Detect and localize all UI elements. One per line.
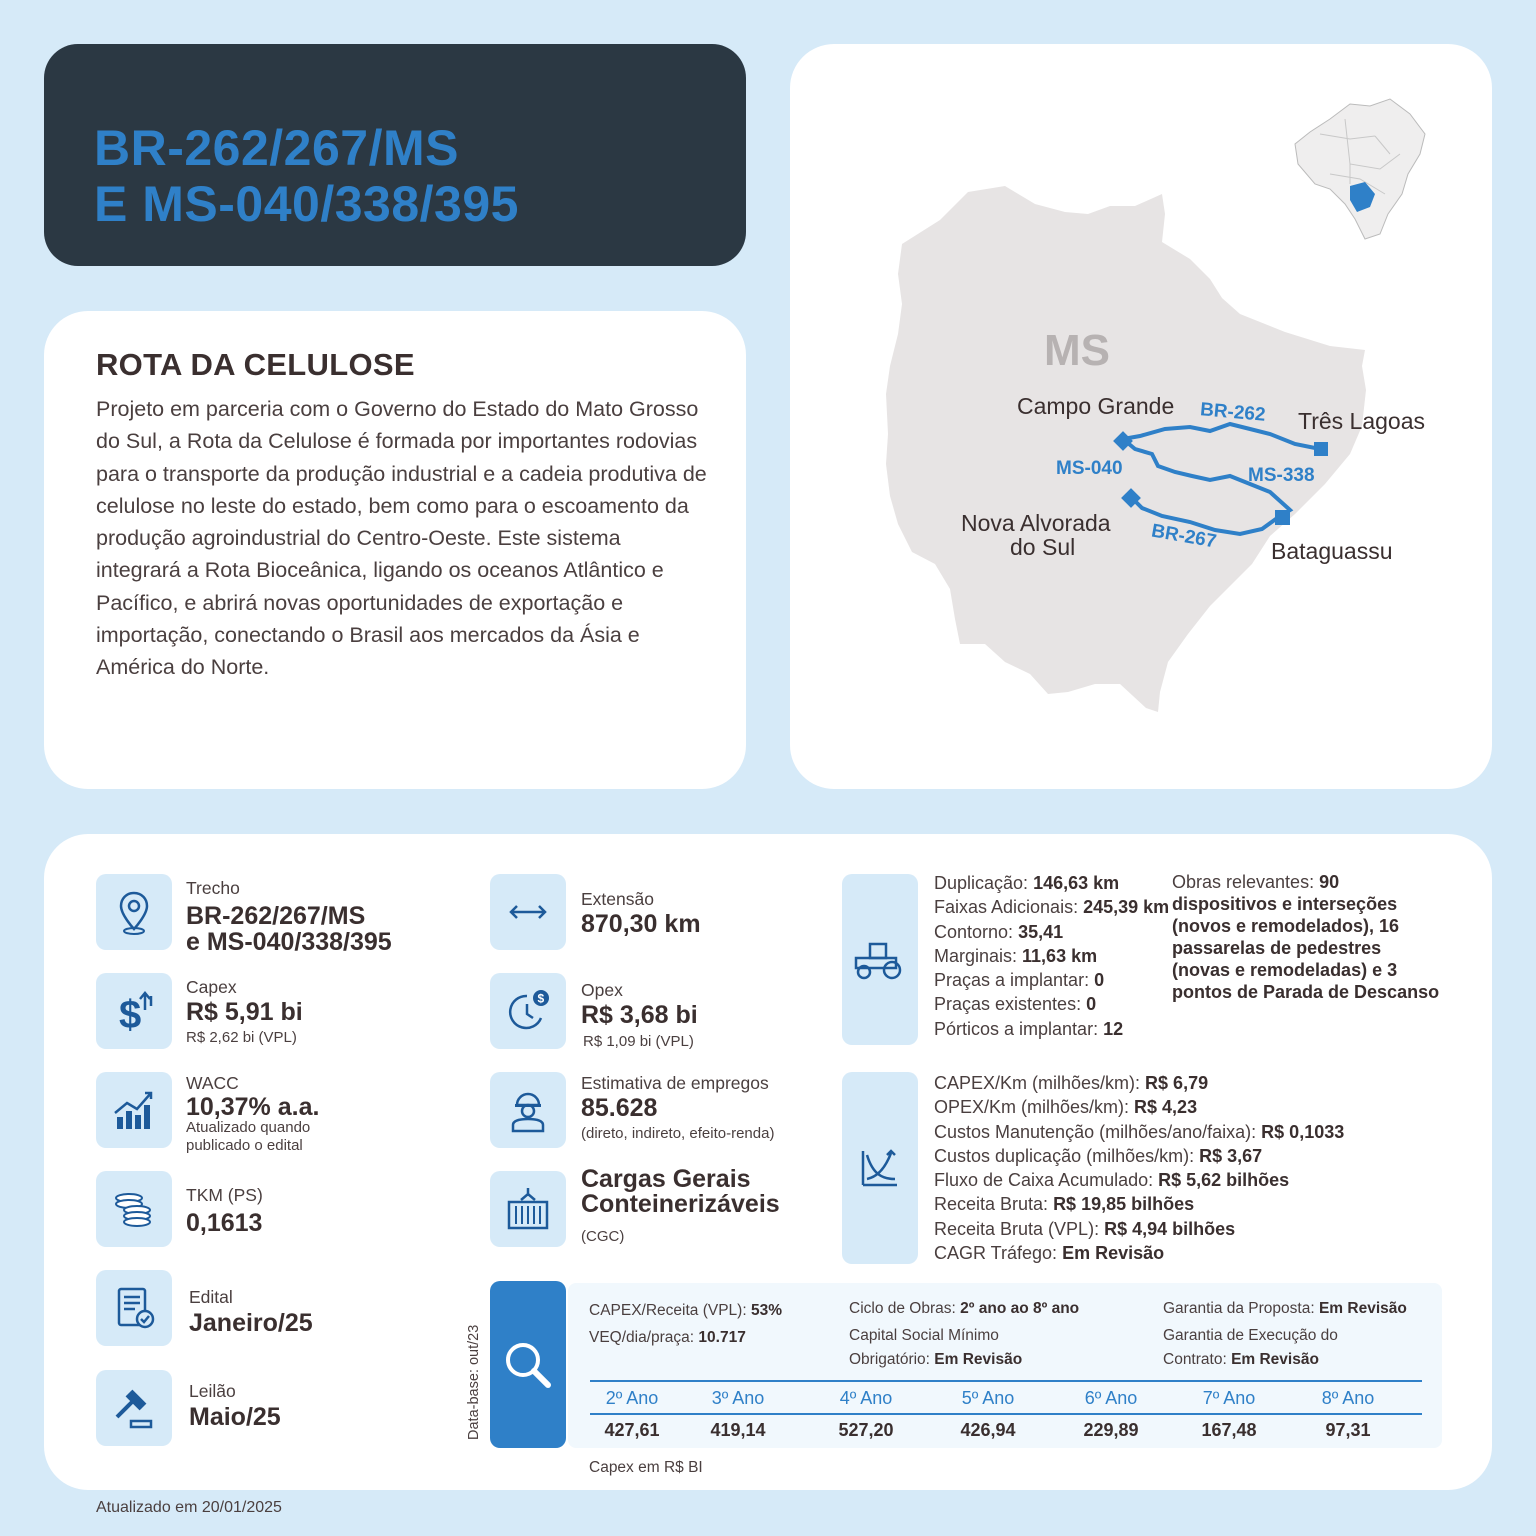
cargas-sub: (CGC)	[581, 1228, 625, 1245]
road-label-ms040: MS-040	[1056, 458, 1123, 479]
cargas-value-2: Conteinerizáveis	[581, 1190, 780, 1218]
location-pin-icon	[96, 874, 172, 950]
coins-icon	[96, 1171, 172, 1247]
growth-chart-icon	[96, 1072, 172, 1148]
works-item: Faixas Adicionais: 245,39 km	[934, 897, 1170, 918]
empregos-value: 85.628	[581, 1094, 658, 1122]
works-item: Pórticos a implantar: 12	[934, 1018, 1124, 1039]
obras-value: 90 dispositivos e interseções (novos e remodelados), 16 passarelas de pedestres (novas e remodeladas) e 3 pontos de Parada de Descanso	[1172, 872, 1440, 1002]
road-label-br267: BR-267	[1149, 520, 1218, 553]
table-mid-rule	[590, 1413, 1422, 1415]
container-icon	[490, 1171, 566, 1247]
garantia-execucao-1: Garantia de Execução do	[1163, 1327, 1338, 1344]
cargas-value-1: Cargas Gerais	[581, 1165, 751, 1193]
finance-item: Receita Bruta: R$ 19,85 bilhões	[934, 1194, 1195, 1215]
crossing-curves-icon	[842, 1072, 918, 1264]
obras-label: Obras relevantes:	[1172, 872, 1320, 892]
capex-year-value: 527,20	[838, 1420, 894, 1440]
document-check-icon	[96, 1270, 172, 1346]
empregos-label: Estimativa de empregos	[581, 1073, 769, 1093]
state-label: MS	[1044, 326, 1110, 375]
finance-item: Fluxo de Caixa Acumulado: R$ 5,62 bilhões	[934, 1170, 1290, 1191]
worker-icon	[490, 1072, 566, 1148]
city-campo-grande: Campo Grande	[1017, 393, 1175, 419]
clock-dollar-icon	[490, 973, 566, 1049]
capex-year-value: 97,31	[1325, 1420, 1371, 1440]
updated-date: Atualizado em 20/01/2025	[96, 1499, 282, 1516]
finance-list	[934, 1071, 1344, 1265]
empregos-sub: (direto, indireto, efeito-renda)	[581, 1125, 775, 1142]
capex-sub: R$ 2,62 bi (VPL)	[186, 1029, 297, 1046]
city-tres-lagoas: Três Lagoas	[1298, 408, 1425, 434]
finance-item: Receita Bruta (VPL): R$ 4,94 bilhões	[934, 1218, 1236, 1239]
capital-social-1: Capital Social Mínimo	[849, 1327, 999, 1344]
trecho-value-1: BR-262/267/MS	[186, 902, 366, 930]
roller-icon	[842, 874, 918, 1045]
opex-sub: R$ 1,09 bi (VPL)	[583, 1033, 694, 1050]
capex-year-header: 2º Ano	[605, 1388, 659, 1408]
capex-receita: CAPEX/Receita (VPL): 53%	[589, 1302, 782, 1319]
dollar-up-icon	[96, 973, 172, 1049]
leilao-label: Leilão	[189, 1381, 236, 1401]
finance-item: OPEX/Km (milhões/km): R$ 4,23	[934, 1097, 1198, 1118]
capex-year-header: 5º Ano	[961, 1388, 1015, 1408]
page-title-line1: BR-262/267/MS	[94, 120, 459, 176]
road-label-br262: BR-262	[1199, 399, 1267, 426]
works-item: Praças a implantar: 0	[934, 970, 1105, 991]
city-nova-alvorada-2: do Sul	[1010, 534, 1076, 560]
tkm-value: 0,1613	[186, 1209, 263, 1237]
finance-item: Custos duplicação (milhões/km): R$ 3,67	[934, 1145, 1263, 1166]
garantia-execucao-2: Contrato: Em Revisão	[1163, 1351, 1319, 1368]
capex-year-header: 6º Ano	[1084, 1388, 1138, 1408]
description-body: Projeto em parceria com o Governo do Estado do Mato Grosso do Sul, a Rota da Celulose é formada por importantes rodovias para o transporte da produção industrial e a cadeia produtiva de celulose no leste do estado, bem como para o escoamento da produção agroindustrial do Centro-Oeste. Este sistema integrará a Rota Bioceânica, ligando os oceanos Atlântico e Pacífico, e abrirá novas oportunidades de exportação e importação, conectando o Brasil aos mercados da Ásia e América do Norte.	[96, 397, 707, 680]
veq-dia-praca: VEQ/dia/praça: 10.717	[589, 1329, 746, 1346]
obras-relevantes	[1172, 871, 1442, 1003]
gavel-icon	[96, 1370, 172, 1446]
works-item: Praças existentes: 0	[934, 994, 1097, 1015]
road-label-ms338: MS-338	[1248, 465, 1315, 486]
capex-year-value: 427,61	[604, 1420, 660, 1440]
garantia-proposta: Garantia da Proposta: Em Revisão	[1163, 1300, 1407, 1317]
works-item: Contorno: 35,41	[934, 921, 1064, 942]
marker-tres-lagoas	[1314, 442, 1328, 456]
capex-unit-note: Capex em R$ BI	[589, 1459, 703, 1476]
city-nova-alvorada-1: Nova Alvorada	[961, 510, 1111, 536]
leilao-value: Maio/25	[189, 1403, 281, 1431]
capital-social-2: Obrigatório: Em Revisão	[849, 1351, 1023, 1368]
opex-label: Opex	[581, 980, 623, 1000]
brazil-inset-map	[1295, 99, 1425, 239]
city-bataguassu: Bataguassu	[1271, 538, 1393, 564]
trecho-label: Trecho	[186, 878, 240, 898]
data-base-note: Data-base: out/23	[466, 1324, 482, 1440]
svg-text:$: $	[537, 991, 545, 1006]
magnifier-icon	[490, 1281, 566, 1448]
capex-year-header: 7º Ano	[1202, 1388, 1256, 1408]
edital-label: Edital	[189, 1287, 233, 1307]
extensao-value: 870,30 km	[581, 910, 701, 938]
ciclo-obras: Ciclo de Obras: 2º ano ao 8º ano	[849, 1300, 1080, 1317]
trecho-value-2: e MS-040/338/395	[186, 928, 392, 956]
finance-item: Custos Manutenção (milhões/ano/faixa): R$ 0,1033	[934, 1121, 1345, 1142]
map-card	[790, 44, 1492, 789]
finance-item: CAPEX/Km (milhões/km): R$ 6,79	[934, 1073, 1209, 1093]
svg-text:$: $	[119, 993, 142, 1037]
table-top-rule	[590, 1380, 1422, 1382]
capex-year-header: 3º Ano	[711, 1388, 765, 1408]
wacc-value: 10,37% a.a.	[186, 1093, 320, 1121]
works-item: Marginais: 11,63 km	[934, 945, 1098, 966]
capex-value: R$ 5,91 bi	[186, 998, 303, 1026]
double-arrow-icon	[490, 874, 566, 950]
capex-year-value: 167,48	[1201, 1420, 1257, 1440]
finance-item: CAGR Tráfego: Em Revisão	[934, 1243, 1165, 1264]
wacc-label: WACC	[186, 1073, 239, 1093]
ms-state-shape	[886, 186, 1366, 712]
wacc-sub-2: publicado o edital	[186, 1137, 303, 1154]
works-list	[934, 871, 1169, 1041]
marker-bataguassu	[1275, 510, 1290, 525]
tkm-label: TKM (PS)	[186, 1185, 263, 1205]
description-card	[44, 311, 746, 789]
wacc-sub-1: Atualizado quando	[186, 1119, 311, 1136]
works-item: Duplicação: 146,63 km	[934, 873, 1120, 893]
edital-value: Janeiro/25	[189, 1309, 313, 1337]
title-card	[44, 44, 746, 266]
capex-year-value: 426,94	[960, 1420, 1016, 1440]
capex-label: Capex	[186, 977, 237, 997]
capex-year-header: 4º Ano	[839, 1388, 893, 1408]
extensao-label: Extensão	[581, 889, 654, 909]
opex-value: R$ 3,68 bi	[581, 1001, 698, 1029]
capex-year-header: 8º Ano	[1321, 1388, 1375, 1408]
description-heading: ROTA DA CELULOSE	[96, 347, 415, 382]
page-title-line2: E MS-040/338/395	[94, 176, 519, 232]
capex-year-value: 229,89	[1083, 1420, 1139, 1440]
capex-year-value: 419,14	[710, 1420, 766, 1440]
